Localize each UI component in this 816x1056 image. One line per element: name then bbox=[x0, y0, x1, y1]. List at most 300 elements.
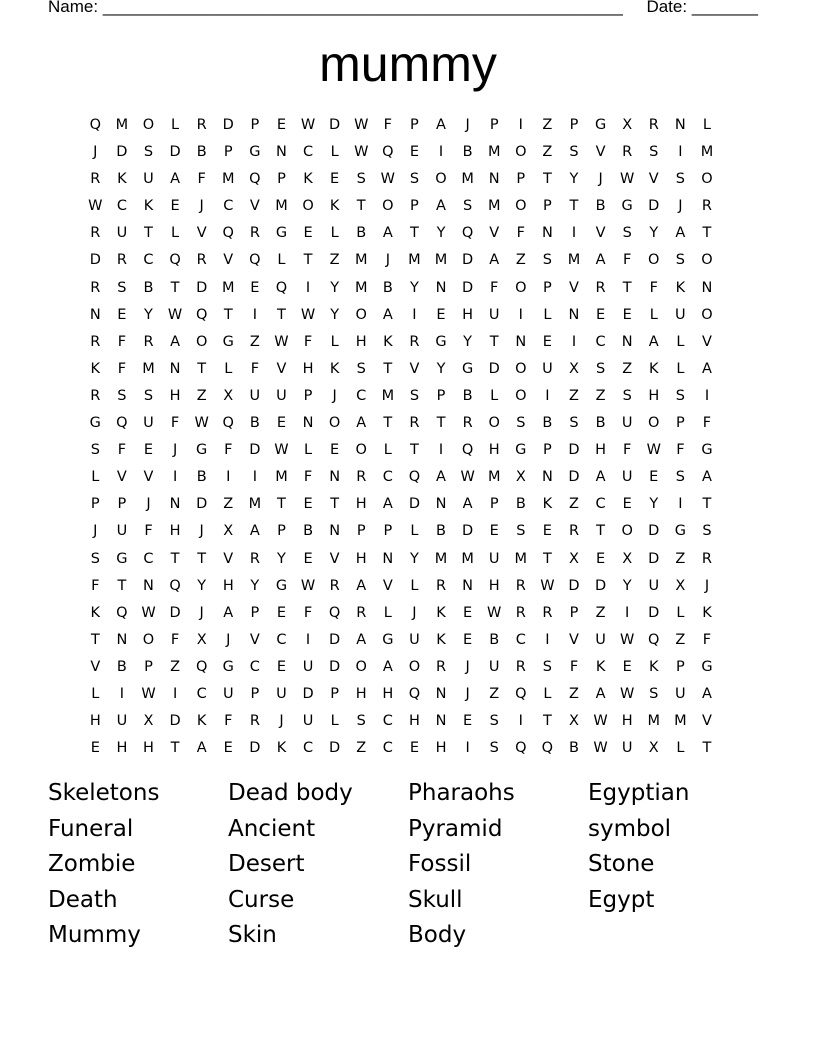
grid-letter: M bbox=[461, 171, 474, 188]
grid-letter: W bbox=[620, 631, 635, 648]
grid-letter: D bbox=[249, 442, 261, 459]
grid-letter: U bbox=[222, 685, 234, 702]
word-list-item: symbol bbox=[588, 815, 672, 842]
word-list-item: Stone bbox=[588, 851, 655, 877]
grid-letter: X bbox=[675, 577, 686, 594]
grid-letter: H bbox=[169, 523, 181, 540]
grid-letter: T bbox=[277, 496, 286, 513]
grid-letter: Q bbox=[222, 225, 234, 242]
grid-letter: U bbox=[595, 631, 606, 648]
grid-letter: L bbox=[277, 252, 286, 269]
grid-letter: C bbox=[382, 469, 393, 486]
grid-letter: F bbox=[383, 117, 392, 133]
grid-letter: L bbox=[383, 442, 392, 459]
grid-letter: G bbox=[89, 415, 101, 432]
grid-letter: Y bbox=[250, 577, 260, 594]
grid-letter: M bbox=[567, 252, 581, 269]
grid-letter: T bbox=[356, 198, 366, 215]
grid-letter: U bbox=[409, 631, 420, 648]
grid-letter: R bbox=[701, 198, 712, 215]
grid-letter: S bbox=[90, 550, 100, 567]
grid-letter: T bbox=[90, 631, 100, 648]
grid-letter: P bbox=[543, 198, 552, 215]
grid-letter: B bbox=[143, 279, 154, 296]
grid-letter: R bbox=[90, 333, 101, 350]
grid-letter: C bbox=[143, 550, 154, 567]
grid-letter: Z bbox=[489, 685, 500, 702]
grid-letter: H bbox=[143, 740, 154, 757]
grid-letter: D bbox=[222, 117, 234, 133]
grid-letter: F bbox=[170, 631, 180, 648]
grid-letter: W bbox=[460, 469, 475, 486]
grid-letter: F bbox=[197, 171, 206, 188]
grid-letter: K bbox=[436, 631, 446, 648]
grid-letter: L bbox=[676, 604, 685, 621]
grid-letter: O bbox=[701, 171, 713, 188]
grid-letter: E bbox=[489, 523, 499, 540]
grid-letter: J bbox=[465, 117, 470, 133]
grid-letter: D bbox=[329, 658, 341, 675]
grid-letter: A bbox=[356, 631, 367, 648]
grid-letter: J bbox=[199, 523, 204, 540]
grid-letter: A bbox=[382, 658, 393, 675]
grid-letter: J bbox=[226, 631, 231, 648]
grid-letter: K bbox=[329, 360, 340, 377]
grid-letter: K bbox=[196, 713, 207, 730]
grid-letter: E bbox=[542, 333, 552, 350]
grid-letter: M bbox=[275, 469, 288, 486]
grid-letter: P bbox=[489, 117, 499, 133]
grid-letter: F bbox=[702, 631, 712, 648]
grid-letter: D bbox=[329, 117, 341, 133]
grid-letter: G bbox=[196, 442, 208, 459]
grid-letter: R bbox=[462, 415, 473, 432]
grid-letter: U bbox=[143, 415, 154, 432]
grid-letter: K bbox=[383, 333, 393, 350]
grid-letter: E bbox=[463, 631, 473, 648]
grid-letter: X bbox=[515, 469, 526, 486]
grid-letter: J bbox=[412, 604, 417, 621]
grid-letter: V bbox=[701, 333, 712, 350]
grid-letter: D bbox=[568, 577, 580, 594]
grid-letter: M bbox=[381, 387, 395, 404]
grid-letter: E bbox=[276, 415, 287, 432]
grid-letter: Q bbox=[275, 279, 288, 296]
grid-letter: T bbox=[596, 523, 605, 540]
name-blank: _______________________________________________________ bbox=[102, 0, 623, 16]
grid-letter: E bbox=[463, 713, 473, 730]
grid-letter: H bbox=[595, 442, 607, 459]
grid-letter: A bbox=[595, 252, 606, 269]
grid-letter: J bbox=[465, 685, 470, 702]
grid-letter: J bbox=[385, 252, 390, 269]
grid-letter: H bbox=[355, 685, 367, 702]
grid-letter: Y bbox=[197, 577, 207, 594]
grid-letter: N bbox=[276, 144, 287, 161]
grid-letter: Z bbox=[595, 604, 606, 621]
grid-letter: D bbox=[488, 360, 500, 377]
grid-letter: D bbox=[594, 577, 607, 594]
grid-letter: R bbox=[622, 144, 633, 161]
grid-letter: O bbox=[515, 360, 527, 377]
grid-letter: S bbox=[649, 144, 659, 161]
grid-letter: A bbox=[701, 360, 712, 377]
grid-letter: U bbox=[116, 713, 128, 730]
word-list-item: Dead body bbox=[228, 780, 353, 806]
grid-letter: L bbox=[676, 360, 685, 377]
grid-letter: W bbox=[354, 117, 369, 133]
grid-letter: L bbox=[91, 469, 100, 486]
grid-letter: O bbox=[515, 387, 527, 404]
grid-letter: D bbox=[648, 550, 660, 567]
grid-letter: W bbox=[274, 442, 289, 459]
grid-letter: J bbox=[704, 577, 710, 594]
word-list-item: Funeral bbox=[48, 815, 134, 842]
grid-letter: P bbox=[569, 117, 579, 133]
word-list-item: Skeletons bbox=[48, 780, 160, 806]
grid-letter: R bbox=[515, 604, 526, 621]
grid-letter: S bbox=[117, 387, 127, 404]
grid-letter: H bbox=[355, 333, 367, 350]
grid-letter: T bbox=[223, 306, 233, 323]
grid-letter: S bbox=[675, 252, 685, 269]
grid-letter: N bbox=[169, 496, 181, 513]
grid-letter: T bbox=[436, 415, 446, 432]
grid-letter: N bbox=[674, 117, 686, 133]
grid-letter: N bbox=[462, 577, 474, 594]
grid-letter: C bbox=[302, 144, 314, 161]
grid-letter: M bbox=[487, 469, 501, 486]
grid-letter: Z bbox=[675, 550, 686, 567]
grid-letter: N bbox=[515, 333, 527, 350]
grid-letter: U bbox=[302, 658, 314, 675]
grid-letter: U bbox=[488, 550, 500, 567]
grid-letter: V bbox=[382, 577, 393, 594]
grid-letter: V bbox=[223, 550, 234, 567]
grid-letter: Q bbox=[89, 117, 101, 133]
grid-letter: T bbox=[330, 496, 340, 513]
grid-letter: T bbox=[409, 442, 419, 459]
grid-letter: E bbox=[303, 225, 313, 242]
date-blank: _______ bbox=[691, 0, 759, 16]
grid-letter: K bbox=[276, 740, 287, 757]
grid-letter: D bbox=[329, 740, 341, 757]
grid-letter: W bbox=[300, 306, 316, 323]
grid-letter: I bbox=[518, 713, 523, 730]
grid-letter: J bbox=[279, 713, 284, 730]
grid-letter: P bbox=[383, 523, 393, 540]
grid-letter: N bbox=[116, 631, 128, 648]
grid-letter: Z bbox=[223, 496, 234, 513]
grid-letter: A bbox=[436, 469, 446, 486]
grid-letter: M bbox=[461, 550, 474, 567]
grid-letter: V bbox=[489, 225, 500, 242]
grid-letter: A bbox=[356, 415, 367, 432]
grid-letter: N bbox=[89, 306, 101, 323]
grid-letter: X bbox=[648, 740, 659, 757]
grid-letter: O bbox=[621, 523, 633, 540]
grid-letter: O bbox=[701, 252, 713, 269]
grid-letter: T bbox=[197, 550, 207, 567]
grid-letter: I bbox=[412, 306, 417, 323]
grid-letter: E bbox=[223, 740, 233, 757]
grid-letter: I bbox=[305, 279, 311, 296]
grid-letter: P bbox=[675, 658, 685, 675]
grid-letter: W bbox=[487, 604, 502, 621]
grid-letter: I bbox=[678, 496, 683, 513]
grid-letter: Q bbox=[116, 604, 128, 621]
grid-letter: V bbox=[223, 252, 234, 269]
grid-letter: I bbox=[571, 333, 577, 350]
grid-letter: H bbox=[89, 713, 101, 730]
grid-letter: R bbox=[515, 658, 526, 675]
grid-letter: H bbox=[355, 496, 367, 513]
grid-letter: S bbox=[356, 171, 366, 188]
grid-letter: U bbox=[648, 577, 660, 594]
grid-letter: A bbox=[436, 117, 446, 133]
grid-letter: K bbox=[117, 171, 127, 188]
header-line bbox=[48, 0, 759, 17]
grid-letter: S bbox=[489, 713, 499, 730]
grid-letter: B bbox=[303, 523, 314, 540]
grid-letter: C bbox=[382, 740, 393, 757]
grid-letter: P bbox=[543, 279, 552, 296]
grid-letter: S bbox=[516, 523, 526, 540]
grid-letter: O bbox=[382, 198, 394, 215]
grid-letter: Y bbox=[409, 279, 419, 296]
grid-letter: W bbox=[300, 577, 316, 594]
grid-letter: D bbox=[462, 523, 474, 540]
grid-letter: V bbox=[329, 550, 340, 567]
word-list-item: Skull bbox=[408, 886, 463, 913]
grid-letter: S bbox=[409, 387, 420, 404]
grid-letter: J bbox=[146, 496, 151, 513]
grid-letter: B bbox=[542, 415, 553, 432]
grid-letter: Y bbox=[409, 550, 419, 567]
grid-letter: Z bbox=[675, 631, 686, 648]
grid-letter: B bbox=[249, 415, 260, 432]
grid-letter: G bbox=[382, 631, 394, 648]
name-label: Name: bbox=[48, 0, 99, 16]
grid-letter: F bbox=[117, 442, 127, 459]
grid-letter: P bbox=[330, 685, 340, 702]
grid-letter: P bbox=[250, 604, 260, 621]
grid-letter: F bbox=[144, 523, 153, 540]
grid-letter: B bbox=[436, 523, 446, 540]
grid-letter: B bbox=[462, 387, 473, 404]
grid-letter: L bbox=[330, 144, 339, 161]
grid-letter: Q bbox=[461, 442, 474, 459]
grid-letter: M bbox=[514, 550, 528, 567]
grid-letter: Z bbox=[622, 360, 633, 377]
grid-letter: N bbox=[329, 523, 341, 540]
grid-letter: G bbox=[701, 658, 713, 675]
grid-letter: X bbox=[622, 550, 633, 567]
grid-letter: T bbox=[277, 306, 286, 323]
grid-letter: E bbox=[409, 144, 419, 161]
grid-letter: L bbox=[330, 713, 339, 730]
grid-letter: V bbox=[701, 713, 712, 730]
grid-letter: W bbox=[593, 740, 608, 757]
grid-letter: Z bbox=[515, 252, 526, 269]
grid-letter: H bbox=[222, 577, 234, 594]
grid-letter: P bbox=[303, 387, 313, 404]
grid-letter: W bbox=[141, 685, 156, 702]
grid-letter: T bbox=[117, 577, 127, 594]
grid-letter: R bbox=[568, 523, 580, 540]
grid-letter: C bbox=[595, 333, 606, 350]
grid-letter: B bbox=[515, 496, 526, 513]
grid-letter: Z bbox=[569, 387, 579, 404]
grid-letter: H bbox=[116, 740, 128, 757]
grid-letter: Y bbox=[649, 496, 659, 513]
grid-letter: V bbox=[569, 631, 579, 648]
grid-letter: W bbox=[194, 415, 209, 432]
grid-letter: L bbox=[330, 333, 339, 350]
grid-letter: Y bbox=[463, 333, 473, 350]
grid-letter: K bbox=[303, 171, 313, 188]
word-list-item: Skin bbox=[228, 922, 277, 948]
grid-letter: Y bbox=[436, 225, 446, 242]
grid-letter: U bbox=[621, 469, 633, 486]
word-list-item bbox=[588, 918, 768, 954]
grid-letter: U bbox=[621, 415, 633, 432]
grid-letter: K bbox=[542, 496, 553, 513]
grid-letter: P bbox=[277, 171, 286, 188]
grid-letter: Z bbox=[595, 387, 606, 404]
grid-letter: Q bbox=[408, 685, 421, 702]
grid-letter: R bbox=[648, 117, 659, 133]
grid-letter: S bbox=[702, 523, 712, 540]
grid-letter: B bbox=[116, 658, 127, 675]
grid-letter: B bbox=[595, 415, 606, 432]
grid-letter: O bbox=[435, 171, 447, 188]
grid-letter: Z bbox=[569, 685, 579, 702]
grid-letter: S bbox=[649, 685, 659, 702]
grid-letter: L bbox=[543, 685, 552, 702]
grid-letter: P bbox=[117, 496, 127, 513]
grid-letter: R bbox=[542, 604, 553, 621]
grid-letter: E bbox=[276, 604, 287, 621]
grid-letter: G bbox=[515, 442, 527, 459]
grid-letter: J bbox=[199, 604, 204, 621]
grid-letter: F bbox=[117, 333, 127, 350]
grid-letter: Q bbox=[328, 604, 341, 621]
grid-letter: G bbox=[222, 658, 234, 675]
grid-letter: T bbox=[197, 360, 207, 377]
grid-letter: M bbox=[142, 360, 155, 377]
grid-letter: P bbox=[675, 415, 685, 432]
grid-letter: O bbox=[701, 306, 713, 323]
grid-letter: Z bbox=[542, 117, 553, 133]
grid-letter: L bbox=[91, 685, 100, 702]
word-list-item: Death bbox=[48, 886, 118, 913]
grid-letter: S bbox=[622, 225, 632, 242]
grid-letter: Q bbox=[169, 577, 181, 594]
grid-letter: X bbox=[569, 360, 579, 377]
grid-letter: U bbox=[488, 306, 500, 323]
grid-letter: K bbox=[649, 360, 659, 377]
grid-letter: Y bbox=[277, 550, 286, 567]
grid-letter: J bbox=[199, 198, 204, 215]
grid-letter: M bbox=[222, 171, 235, 188]
grid-letter: I bbox=[226, 469, 231, 486]
grid-letter: J bbox=[598, 171, 603, 188]
grid-letter: U bbox=[621, 740, 633, 757]
grid-letter: W bbox=[620, 685, 635, 702]
grid-letter: A bbox=[196, 740, 207, 757]
grid-letter: I bbox=[172, 469, 178, 486]
grid-letter: N bbox=[701, 279, 713, 296]
grid-letter: D bbox=[116, 144, 128, 161]
grid-letter: A bbox=[170, 333, 181, 350]
grid-letter: Q bbox=[515, 740, 527, 757]
grid-letter: T bbox=[303, 252, 313, 269]
grid-letter: C bbox=[356, 387, 367, 404]
grid-letter: N bbox=[568, 306, 580, 323]
grid-letter: H bbox=[488, 442, 500, 459]
grid-letter: K bbox=[329, 198, 340, 215]
grid-letter: S bbox=[516, 415, 526, 432]
grid-letter: F bbox=[303, 604, 313, 621]
grid-letter: L bbox=[304, 442, 313, 459]
grid-letter: A bbox=[489, 252, 500, 269]
grid-letter: V bbox=[116, 469, 127, 486]
grid-letter: W bbox=[593, 713, 608, 730]
grid-letter: S bbox=[542, 658, 552, 675]
grid-letter: I bbox=[571, 225, 577, 242]
grid-letter: L bbox=[224, 360, 233, 377]
grid-letter: A bbox=[170, 171, 181, 188]
grid-letter: N bbox=[382, 550, 394, 567]
grid-letter: Q bbox=[222, 415, 234, 432]
grid-letter: E bbox=[117, 306, 127, 323]
grid-letter: Y bbox=[330, 306, 340, 323]
grid-letter: H bbox=[408, 713, 420, 730]
grid-letter: T bbox=[702, 496, 712, 513]
grid-letter: N bbox=[143, 577, 154, 594]
grid-letter: D bbox=[648, 523, 660, 540]
grid-letter: V bbox=[595, 144, 606, 161]
grid-letter: E bbox=[463, 604, 473, 621]
grid-letter: W bbox=[141, 604, 156, 621]
grid-letter: X bbox=[223, 523, 234, 540]
grid-letter: V bbox=[249, 198, 260, 215]
grid-letter: U bbox=[276, 685, 287, 702]
grid-letter: D bbox=[89, 252, 101, 269]
grid-letter: R bbox=[90, 279, 101, 296]
grid-letter: X bbox=[196, 631, 207, 648]
grid-letter: C bbox=[382, 713, 393, 730]
grid-letter: V bbox=[276, 360, 287, 377]
grid-letter: A bbox=[595, 469, 606, 486]
grid-letter: B bbox=[489, 631, 500, 648]
grid-letter: G bbox=[275, 225, 288, 242]
grid-letter: A bbox=[595, 685, 606, 702]
grid-letter: T bbox=[542, 171, 552, 188]
grid-letter: F bbox=[303, 333, 313, 350]
grid-letter: P bbox=[410, 198, 419, 215]
grid-letter: P bbox=[489, 496, 499, 513]
grid-letter: N bbox=[435, 496, 447, 513]
grid-letter: G bbox=[275, 577, 288, 594]
grid-letter: A bbox=[436, 198, 446, 215]
grid-letter: Z bbox=[196, 387, 207, 404]
grid-letter: A bbox=[249, 523, 260, 540]
grid-letter: W bbox=[167, 306, 183, 323]
grid-letter: E bbox=[276, 658, 287, 675]
grid-letter: Q bbox=[648, 631, 660, 648]
